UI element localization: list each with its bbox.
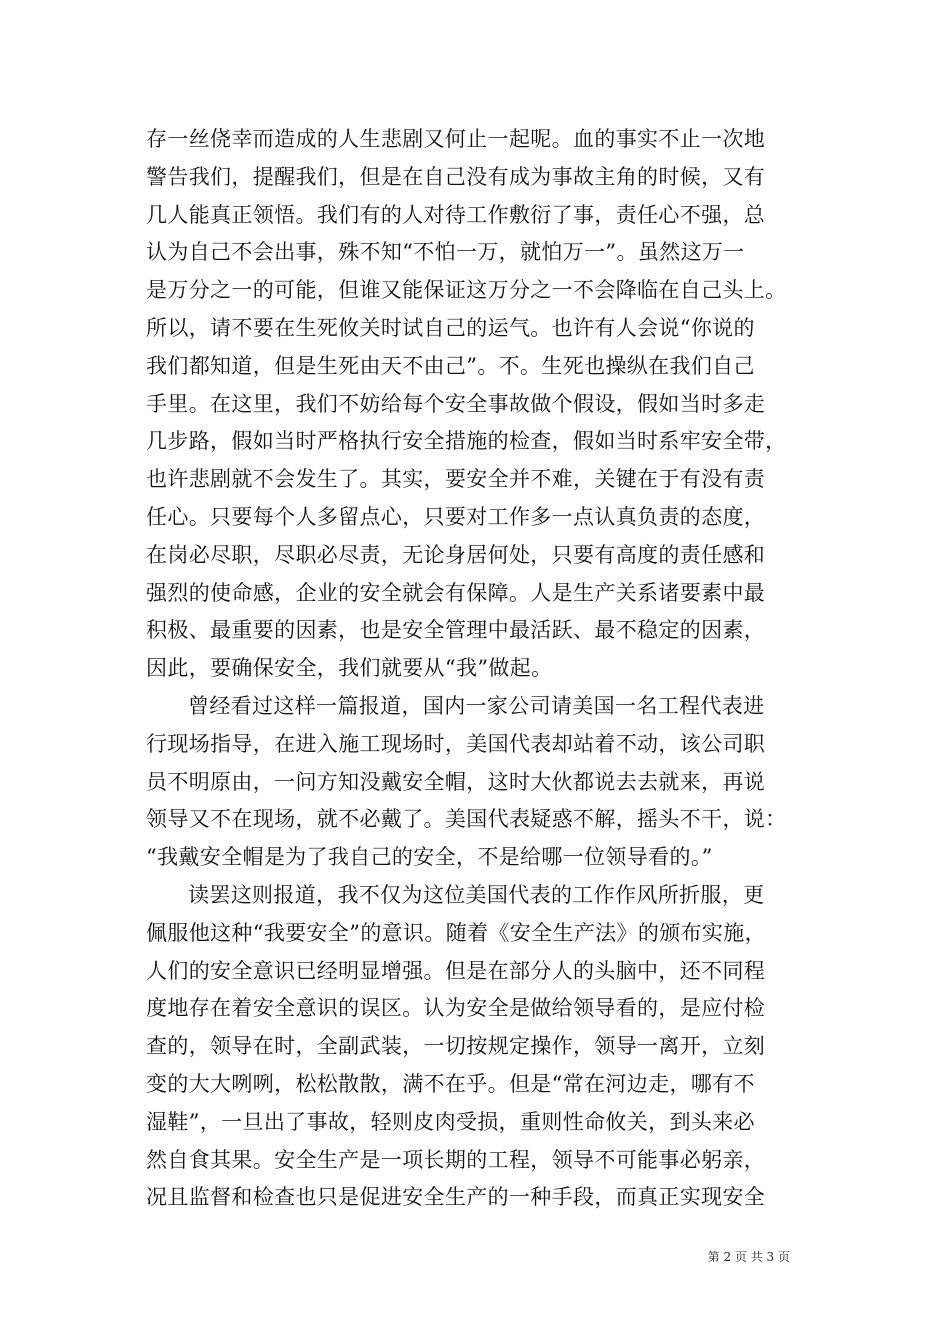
text-line: 湿鞋”，一旦出了事故，轻则皮肉受损，重则性命攸关，到头来必 xyxy=(146,1109,755,1134)
text-line: 然自食其果。安全生产是一项长期的工程，领导不可能事必躬亲， xyxy=(146,1147,766,1172)
text-line: 人们的安全意识已经明显增强。但是在部分人的头脑中，还不同程 xyxy=(146,958,766,983)
text-line: 积极、最重要的因素，也是安全管理中最活跃、最不稳定的因素， xyxy=(146,618,766,643)
text-line: 几人能真正领悟。我们有的人对待工作敷衍了事，责任心不强，总 xyxy=(146,202,766,227)
paragraph-start-line: 读罢这则报道，我不仅为这位美国代表的工作作风所折服，更 xyxy=(188,882,765,907)
text-line: 也许悲剧就不会发生了。其实，要安全并不难，关键在于有没有责 xyxy=(146,467,766,492)
text-line: 是万分之一的可能，但谁又能保证这万分之一不会降临在自己头上。 xyxy=(146,278,787,303)
text-line: 员不明原由，一问方知没戴安全帽，这时大伙都说去去就来，再说 xyxy=(146,769,766,794)
text-line: 所以，请不要在生死攸关时试自己的运气。也许有人会说“你说的 xyxy=(146,315,755,340)
text-line: 领导又不在现场，就不必戴了。美国代表疑惑不解，摇头不干，说： xyxy=(146,807,787,832)
text-line: 任心。只要每个人多留点心，只要对工作多一点认真负责的态度， xyxy=(146,504,766,529)
text-line: 况且监督和检查也只是促进安全生产的一种手段，而真正实现安全 xyxy=(146,1185,766,1210)
text-line: 因此，要确保安全，我们就要从“我”做起。 xyxy=(146,656,553,681)
text-line: 警告我们，提醒我们，但是在自己没有成为事故主角的时候，又有 xyxy=(146,164,766,189)
text-line: 认为自己不会出事，殊不知“不怕一万，就怕万一”。虽然这万一 xyxy=(146,240,745,265)
text-line: 佩服他这种“我要安全”的意识。随着《安全生产法》的颁布实施， xyxy=(146,920,766,945)
body-text xyxy=(146,121,812,1217)
text-line: 查的，领导在时，全副武装，一切按规定操作，领导一离开，立刻 xyxy=(146,1034,766,1059)
text-line: 强烈的使命感，企业的安全就会有保障。人是生产关系诸要素中最 xyxy=(146,580,766,605)
text-line: 行现场指导，在进入施工现场时，美国代表却站着不动，该公司职 xyxy=(146,731,766,756)
text-line: 存一丝侥幸而造成的人生悲剧又何止一起呢。血的事实不止一次地 xyxy=(146,127,766,151)
paragraph-start-line: 曾经看过这样一篇报道，国内一家公司请美国一名工程代表进 xyxy=(188,693,765,718)
text-line: 度地存在着安全意识的误区。认为安全是做给领导看的，是应付检 xyxy=(146,996,766,1021)
text-line: 我们都知道，但是生死由天不由己”。不。生死也操纵在我们自己 xyxy=(146,353,755,378)
page-number-footer: 第 2 页 共 3 页 xyxy=(707,1250,790,1264)
text-line: “我戴安全帽是为了我自己的安全，不是给哪一位领导看的。” xyxy=(146,845,713,870)
text-line: 在岗必尽职，尽职必尽责，无论身居何处，只要有高度的责任感和 xyxy=(146,542,766,567)
text-line: 手里。在这里，我们不妨给每个安全事故做个假设，假如当时多走 xyxy=(146,391,766,416)
text-line: 几步路，假如当时严格执行安全措施的检查，假如当时系牢安全带， xyxy=(146,429,787,454)
text-line: 变的大大咧咧，松松散散，满不在乎。但是“常在河边走，哪有不 xyxy=(146,1071,755,1096)
